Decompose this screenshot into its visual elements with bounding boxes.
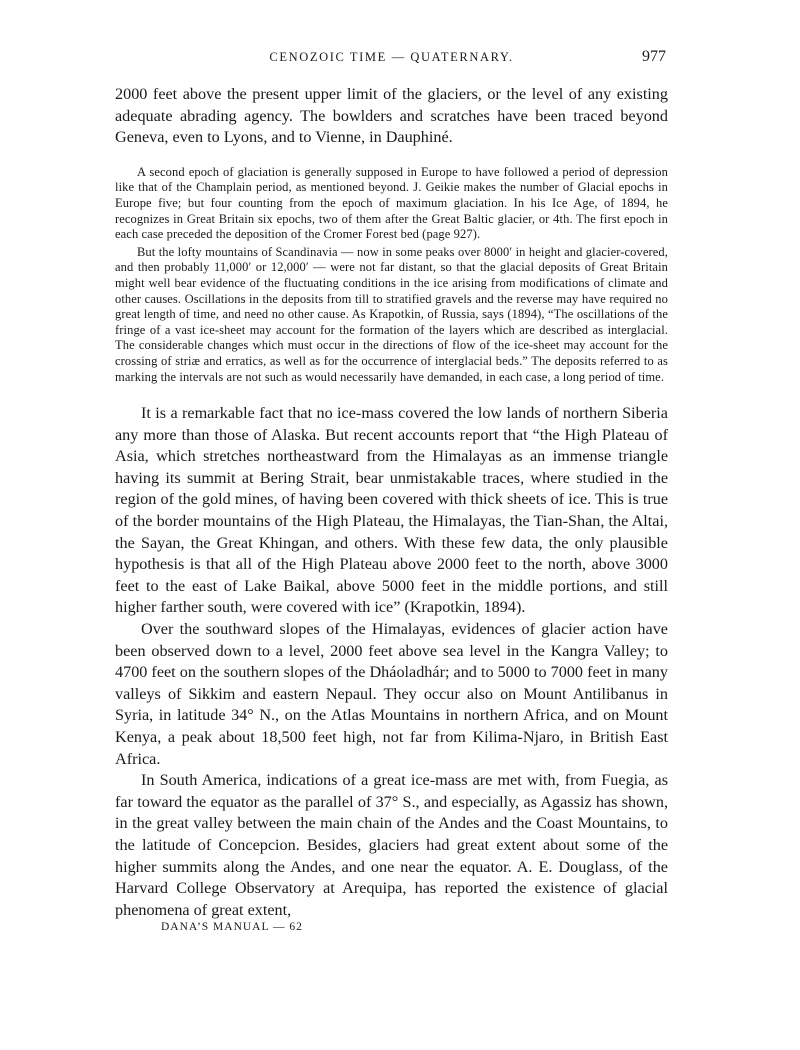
running-head <box>115 48 668 70</box>
body-paragraph-south-america: In South America, indications of a great ice-mass are met with, from Fuegia, as far toward the equator as the parallel of 37° S., and especially, as Agassiz has shown, in the great valley between the main chain of the Andes and the Coast Mountains, to the latitude of Concepcion. Besides, glaciers had great extent about some of the higher summits along the Andes, and one near the equator. A. E. Douglass, of the Harvard College Observatory at Arequipa, has reported the existence of glacial phenomena of great extent, <box>115 771 668 919</box>
running-title: CENOZOIC TIME — QUATERNARY. <box>269 50 514 64</box>
body-paragraph-siberia: It is a remarkable fact that no ice-mass covered the low lands of northern Siberia any more than those of Alaska. But recent accounts report that “the High Plateau of Asia, which stretches northeastward from the Himalayas as an immense triangle having its summit at Bering Strait, bear unmistakable traces, where studied in the region of the gold mines, of having been covered with thick sheets of ice. This is true of the border mountains of the High Plateau, the Himalayas, the Tian-Shan, the Altai, the Sayan, the Great Khingan, and others. With these few data, the only plausible hypothesis is that all of the High Plateau above 2000 feet to the north, above 3000 feet to the east of Lake Baikal, above 5000 feet in the middle portions, and still higher farther south, were covered with ice” (Krapotkin, 1894). <box>115 404 668 617</box>
note-paragraph-glacial-epochs: A second epoch of glaciation is generally supposed in Europe to have followed a period of depression like that of the Champlain period, as mentioned beyond. J. Geikie makes the number of Glacial epochs in Europe five; but four counting from the epoch of maximum glaciation. In his Ice Age, of 1894, he recognizes in Great Britain six epochs, two of them after the Great Baltic glacier, or 4th. The first epoch in each case preceded the deposition of the Cromer Forest bed (page 927). <box>115 164 668 242</box>
body-paragraph-continuation: 2000 feet above the present upper limit of the glaciers, or the level of any existing adequate abrading agency. The bowlders and scratches have been traced beyond Geneva, even to Lyons, and to Vienne, in Dauphiné. <box>115 85 668 147</box>
signature-mark: DANA’S MANUAL — 62 <box>161 921 303 934</box>
page-number: 977 <box>642 48 666 65</box>
body-paragraph-himalayas: Over the southward slopes of the Himalayas, evidences of glacier action have been observed down to a level, 2000 feet above sea level in the Kangra Valley; to 4700 feet on the southern slopes of the Dháoladhár; and to 5000 to 7000 feet in many valleys of Sikkim and eastern Nepaul. They occur also on Mount Antilibanus in Syria, in latitude 34° N., on the Atlas Mountains in northern Africa, and on Mount Kenya, a peak about 18,500 feet high, not far from Kilima-Njaro, in British East Africa. <box>115 620 668 768</box>
note-paragraph-scandinavia: But the lofty mountains of Scandinavia — now in some peaks over 8000′ in height and glacier-covered, and then probably 11,000′ or 12,000′ — were not far distant, so that the glacial deposits of Great Britain might well bear evidence of the fluctuating conditions in the ice arising from modifications of climate and other causes. Oscillations in the deposits from till to stratified gravels and the reverse may have required no great length of time, and need no other cause. As Krapotkin, of Russia, says (1894), “The oscillations of the fringe of a vast ice-sheet may account for the formation of the layers which are described as interglacial. The considerable changes which must occur in the directions of flow of the ice-sheet may account for the crossing of striæ and erratics, as well as for the occurrence of interglacial beds.” The deposits referred to as marking the intervals are not such as would necessarily have demanded, in each case, a long period of time. <box>115 244 668 384</box>
book-page <box>115 48 668 933</box>
